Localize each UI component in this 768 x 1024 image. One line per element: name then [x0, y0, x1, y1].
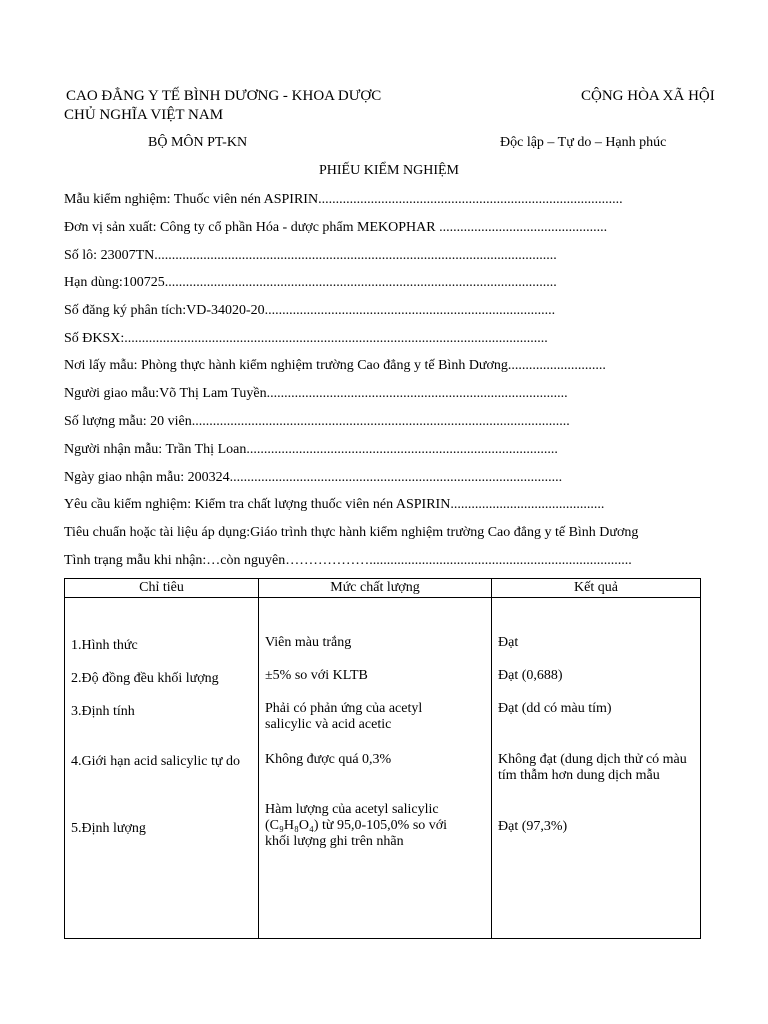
school-name: CAO ĐẲNG Y TẾ BÌNH DƯƠNG - KHOA DƯỢC [66, 88, 382, 104]
field-sample: Mẫu kiểm nghiệm: Thuốc viên nén ASPIRIN....................................................................................... [64, 192, 623, 207]
result-column [492, 598, 701, 939]
result-item: Đạt (dd có màu tím) [498, 701, 612, 716]
header-quality-level: Mức chất lượng [259, 579, 492, 598]
standard-item: ±5% so với KLTB [265, 668, 368, 683]
result-item: Không đạt (dung dịch thử có màu tím thẫm hơn dung dịch mẫu [498, 752, 687, 783]
republic-heading: CỘNG HÒA XÃ HỘI [581, 88, 715, 104]
field-handover-date: Ngày giao nhận mẫu: 200324............................................................................................... [64, 470, 563, 485]
table-header-row [65, 579, 701, 598]
results-table [64, 578, 701, 939]
field-lot-number: Số lô: 23007TN................................................................................................................... [64, 248, 557, 263]
criteria-item: 5.Định lượng [71, 821, 146, 836]
field-expiry: Hạn dùng:100725................................................................................................................ [64, 275, 557, 290]
field-production-registration: Số ĐKSX:......................................................................................................................... [64, 331, 548, 346]
country-heading: CHỦ NGHĨA VIỆT NAM [64, 107, 224, 123]
result-item: Đạt (0,688) [498, 668, 563, 683]
header-criteria: Chỉ tiêu [65, 579, 259, 598]
standard-item: Không được quá 0,3% [265, 752, 392, 767]
criteria-item: 4.Giới hạn acid salicylic tự do [71, 754, 240, 769]
department-name: BỘ MÔN PT-KN [148, 135, 248, 150]
field-sample-receiver: Người nhận mẫu: Trần Thị Loan......................................................................................... [64, 442, 558, 457]
result-item: Đạt [498, 635, 519, 650]
standard-item: Hàm lượng của acetyl salicylic (C₉H₈O₄) từ 95,0-105,0% so với khối lượng ghi trên nhãn [265, 802, 448, 849]
standard-item: Phải có phản ứng của acetyl salicylic và acid acetic [265, 701, 423, 732]
form-title: PHIẾU KIỂM NGHIỆM [319, 163, 459, 178]
result-item: Đạt (97,3%) [498, 819, 568, 834]
criteria-column [65, 598, 259, 939]
criteria-item: 1.Hình thức [71, 638, 138, 653]
field-sample-condition: Tình trạng mẫu khi nhận:…còn nguyên………………........................................................................... [64, 553, 632, 568]
field-sample-quantity: Số lượng mẫu: 20 viên............................................................................................................ [64, 414, 570, 429]
criteria-item: 3.Định tính [71, 704, 135, 719]
field-sample-deliverer: Người giao mẫu:Võ Thị Lam Tuyền...................................................................................... [64, 386, 568, 401]
field-standard-applied: Tiêu chuẩn hoặc tài liệu áp dụng:Giáo trình thực hành kiểm nghiệm trường Cao đẳng y tế Bình Dương [64, 525, 639, 540]
header-result: Kết quả [492, 579, 701, 598]
field-manufacturer: Đơn vị sản xuất: Công ty cổ phần Hóa - dược phẩm MEKOPHAR ................................................ [64, 220, 608, 235]
national-motto: Độc lập – Tự do – Hạnh phúc [500, 135, 667, 150]
table-row [65, 598, 701, 939]
criteria-item: 2.Độ đồng đều khối lượng [71, 671, 219, 686]
standard-item: Viên màu trắng [265, 635, 352, 650]
standard-column [259, 598, 492, 939]
field-sampling-place: Nơi lấy mẫu: Phòng thực hành kiểm nghiệm trường Cao đẳng y tế Bình Dương............................ [64, 358, 606, 373]
field-test-request: Yêu cầu kiểm nghiệm: Kiểm tra chất lượng thuốc viên nén ASPIRIN............................................ [64, 497, 605, 512]
field-analysis-registration: Số đăng ký phân tích:VD-34020-20................................................................................... [64, 303, 556, 318]
